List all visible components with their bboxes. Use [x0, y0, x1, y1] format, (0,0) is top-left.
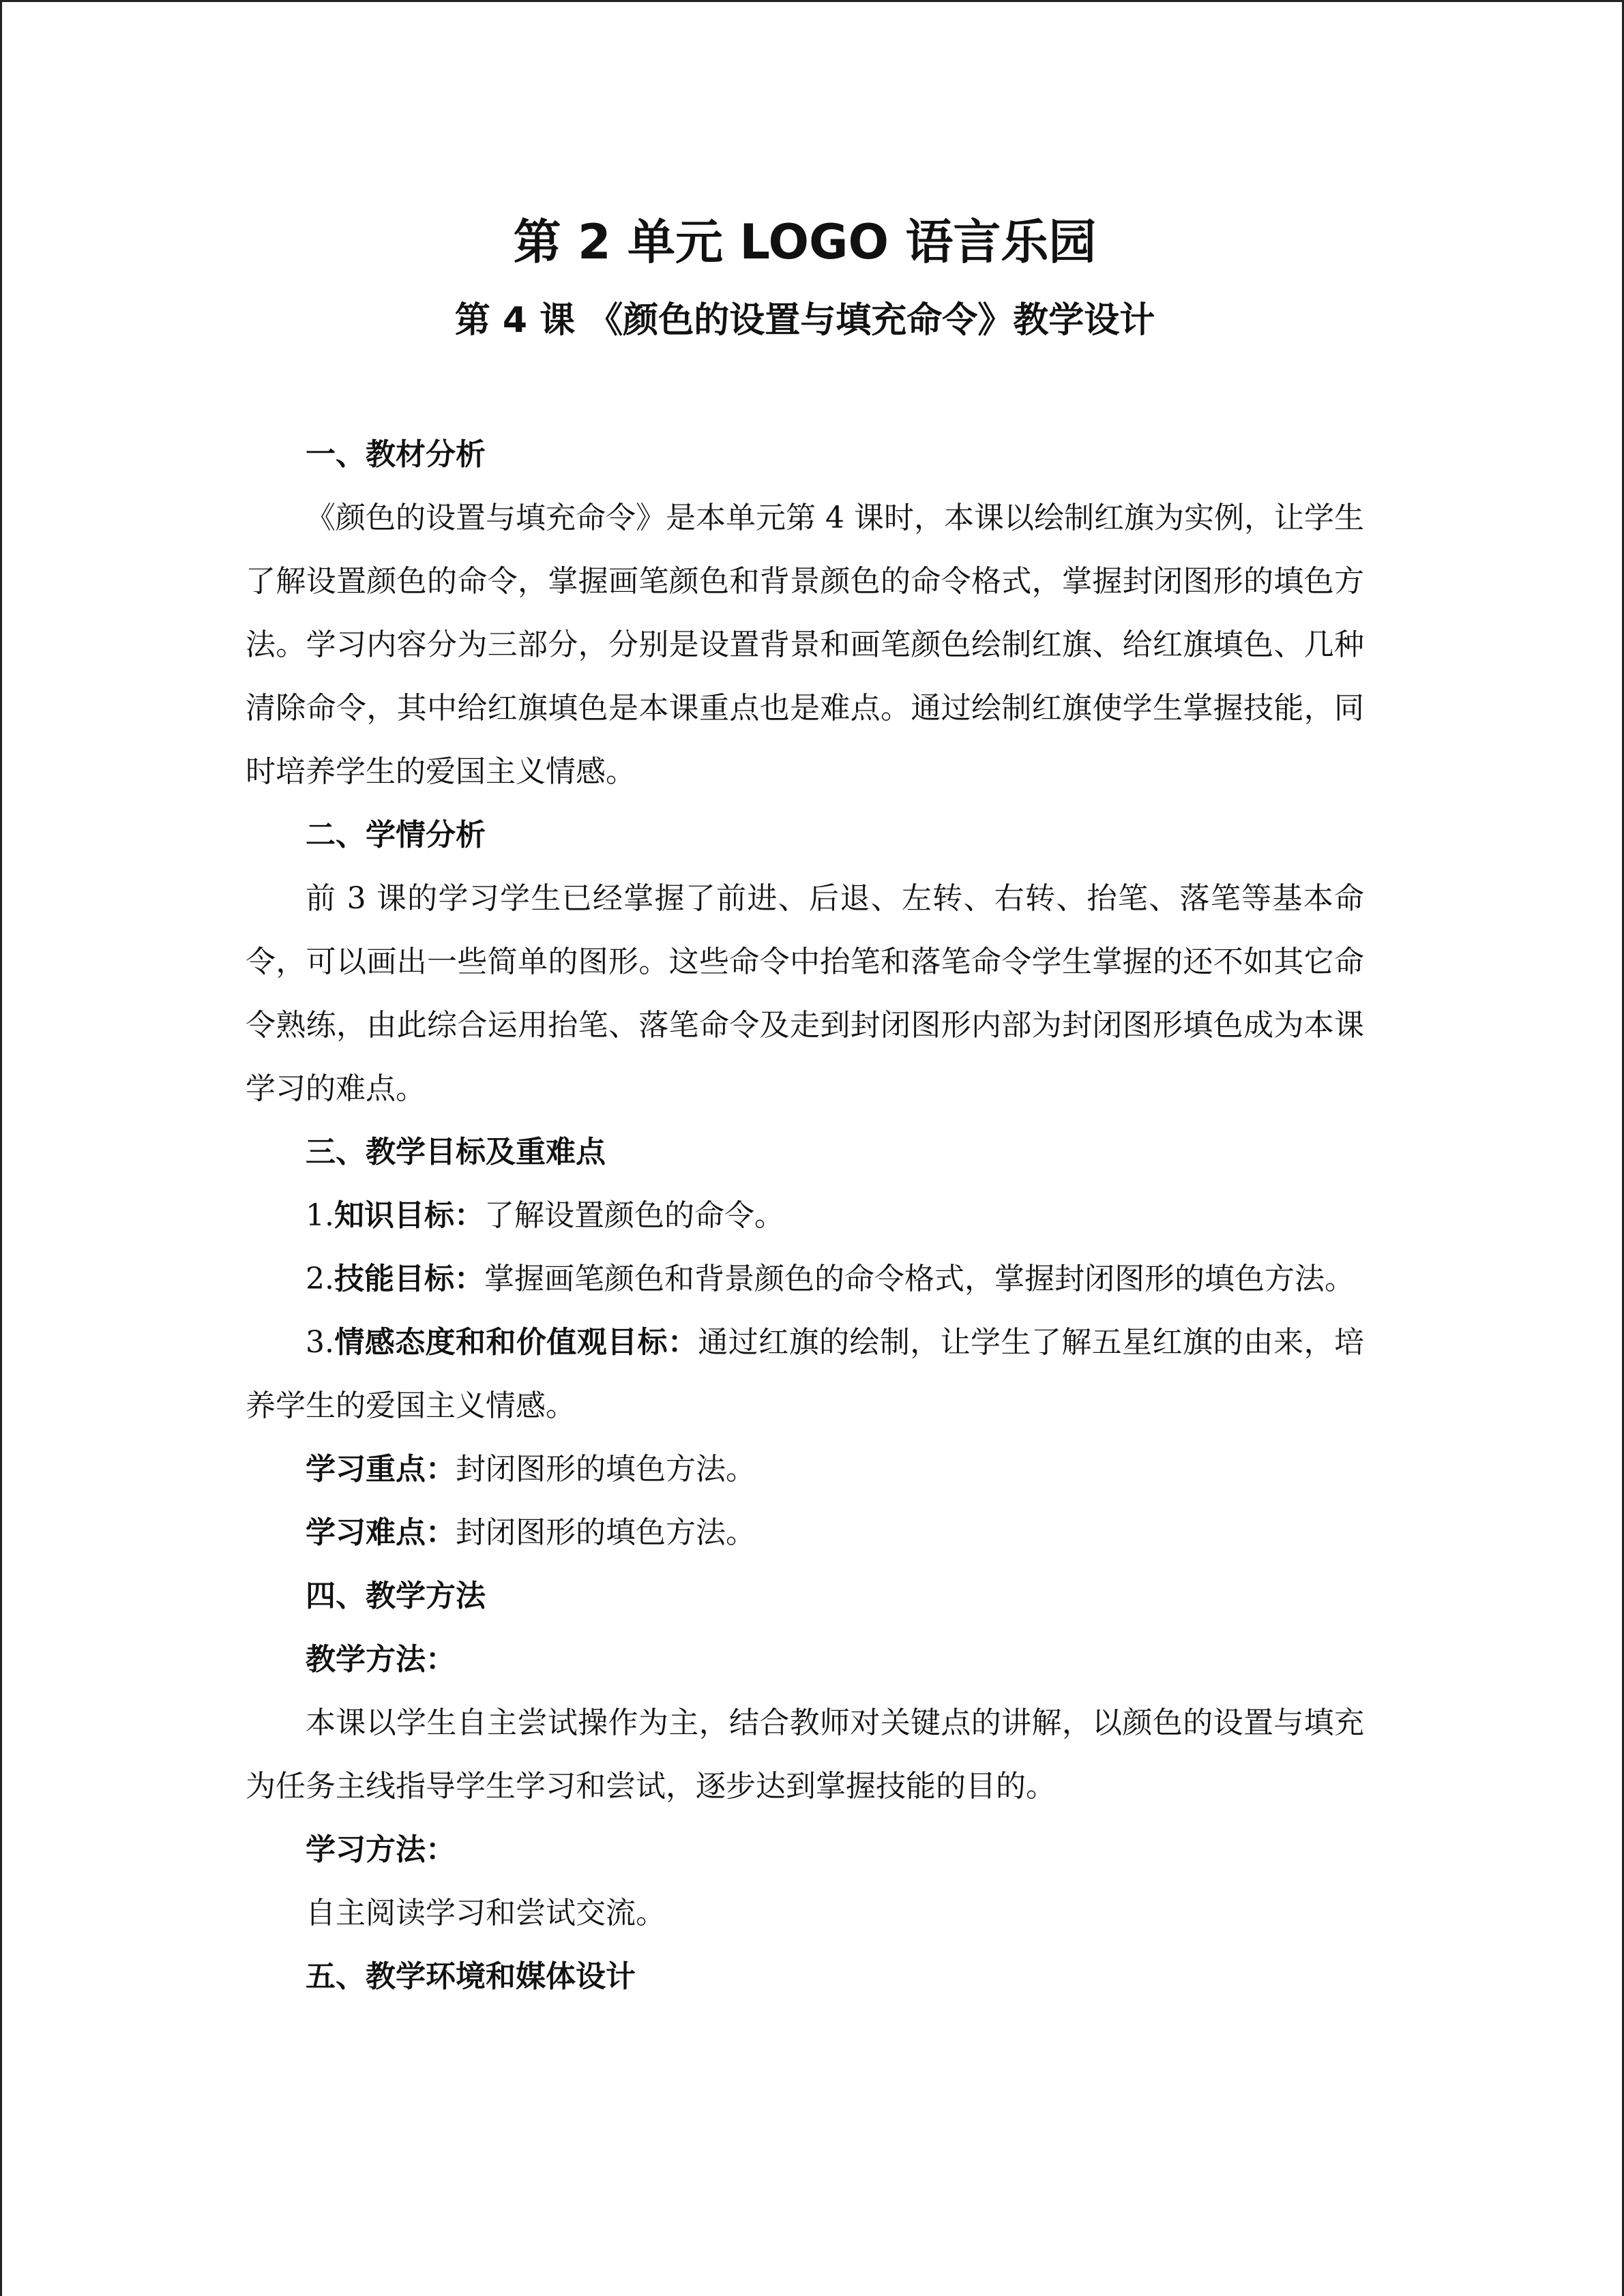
- objective-label: 技能目标：: [334, 1262, 484, 1296]
- student-analysis-text: 前 3 课的学习学生已经掌握了前进、后退、左转、右转、抬笔、落笔等基本命令，可以画出一些简单的图形。这些命令中抬笔和落笔命令学生掌握的还不如其它命令熟练，由此综合运用抬笔、落笔命令及走到封闭图形内部为封闭图形填色成为本课学习的难点。: [246, 881, 1364, 1106]
- document-body: [246, 198, 1364, 2008]
- section-heading-environment: 五、教学环境和媒体设计: [306, 1959, 636, 1994]
- page-border-left: [0, 0, 2, 2296]
- section-heading-objectives: 三、教学目标及重难点: [306, 1135, 606, 1169]
- objective-label: 情感态度和和价值观目标：: [334, 1325, 698, 1360]
- objective-text: 掌握画笔颜色和背景颜色的命令格式，掌握封闭图形的填色方法。: [484, 1262, 1355, 1296]
- section-heading-methods: 四、教学方法: [306, 1579, 486, 1613]
- section-heading-student-analysis: 二、学情分析: [306, 818, 486, 852]
- key-point-text: 封闭图形的填色方法。: [456, 1452, 756, 1487]
- learning-method-label: 学习方法：: [306, 1832, 456, 1867]
- objective-number: 2.: [306, 1262, 334, 1296]
- objective-number: 1.: [306, 1198, 334, 1233]
- objective-text: 了解设置颜色的命令。: [484, 1198, 784, 1233]
- objective-attitude: [246, 1311, 1364, 1437]
- objective-number: 3.: [306, 1325, 334, 1360]
- difficult-point-label: 学习难点：: [306, 1515, 456, 1550]
- key-point-label: 学习重点：: [306, 1452, 456, 1487]
- teaching-method-label: 教学方法：: [306, 1642, 456, 1677]
- objective-skill: [246, 1247, 1364, 1311]
- learning-method-text: 自主阅读学习和尝试交流。: [306, 1896, 666, 1930]
- section-heading-material-analysis: 一、教材分析: [306, 437, 486, 472]
- teaching-method-text: 本课以学生自主尝试操作为主，结合教师对关键点的讲解，以颜色的设置与填充为任务主线指导学生学习和尝试，逐步达到掌握技能的目的。: [246, 1705, 1364, 1804]
- difficult-point-text: 封闭图形的填色方法。: [456, 1515, 756, 1550]
- material-analysis-text: 《颜色的设置与填充命令》是本单元第 4 课时，本课以绘制红旗为实例，让学生了解设置颜色的命令，掌握画笔颜色和背景颜色的命令格式，掌握封闭图形的填色方法。学习内容分为三部分，分别是设置背景和画笔颜色绘制红旗、给红旗填色、几种清除命令，其中给红旗填色是本课重点也是难点。通过绘制红旗使学生掌握技能，同时培养学生的爱国主义情感。: [246, 501, 1364, 789]
- lesson-title: 第 4 课 《颜色的设置与填充命令》教学设计: [454, 300, 1155, 341]
- page-border-top: [0, 0, 1624, 2]
- objective-knowledge: [246, 1184, 1364, 1247]
- unit-title: 第 2 单元 LOGO 语言乐园: [513, 214, 1097, 270]
- key-point: [246, 1437, 1364, 1501]
- objective-label: 知识目标：: [334, 1198, 484, 1233]
- objective-text: 通过红旗的绘制，让学生了解五星红旗的由来，培养学生的爱国主义情感。: [246, 1325, 1364, 1423]
- difficult-point: [246, 1501, 1364, 1564]
